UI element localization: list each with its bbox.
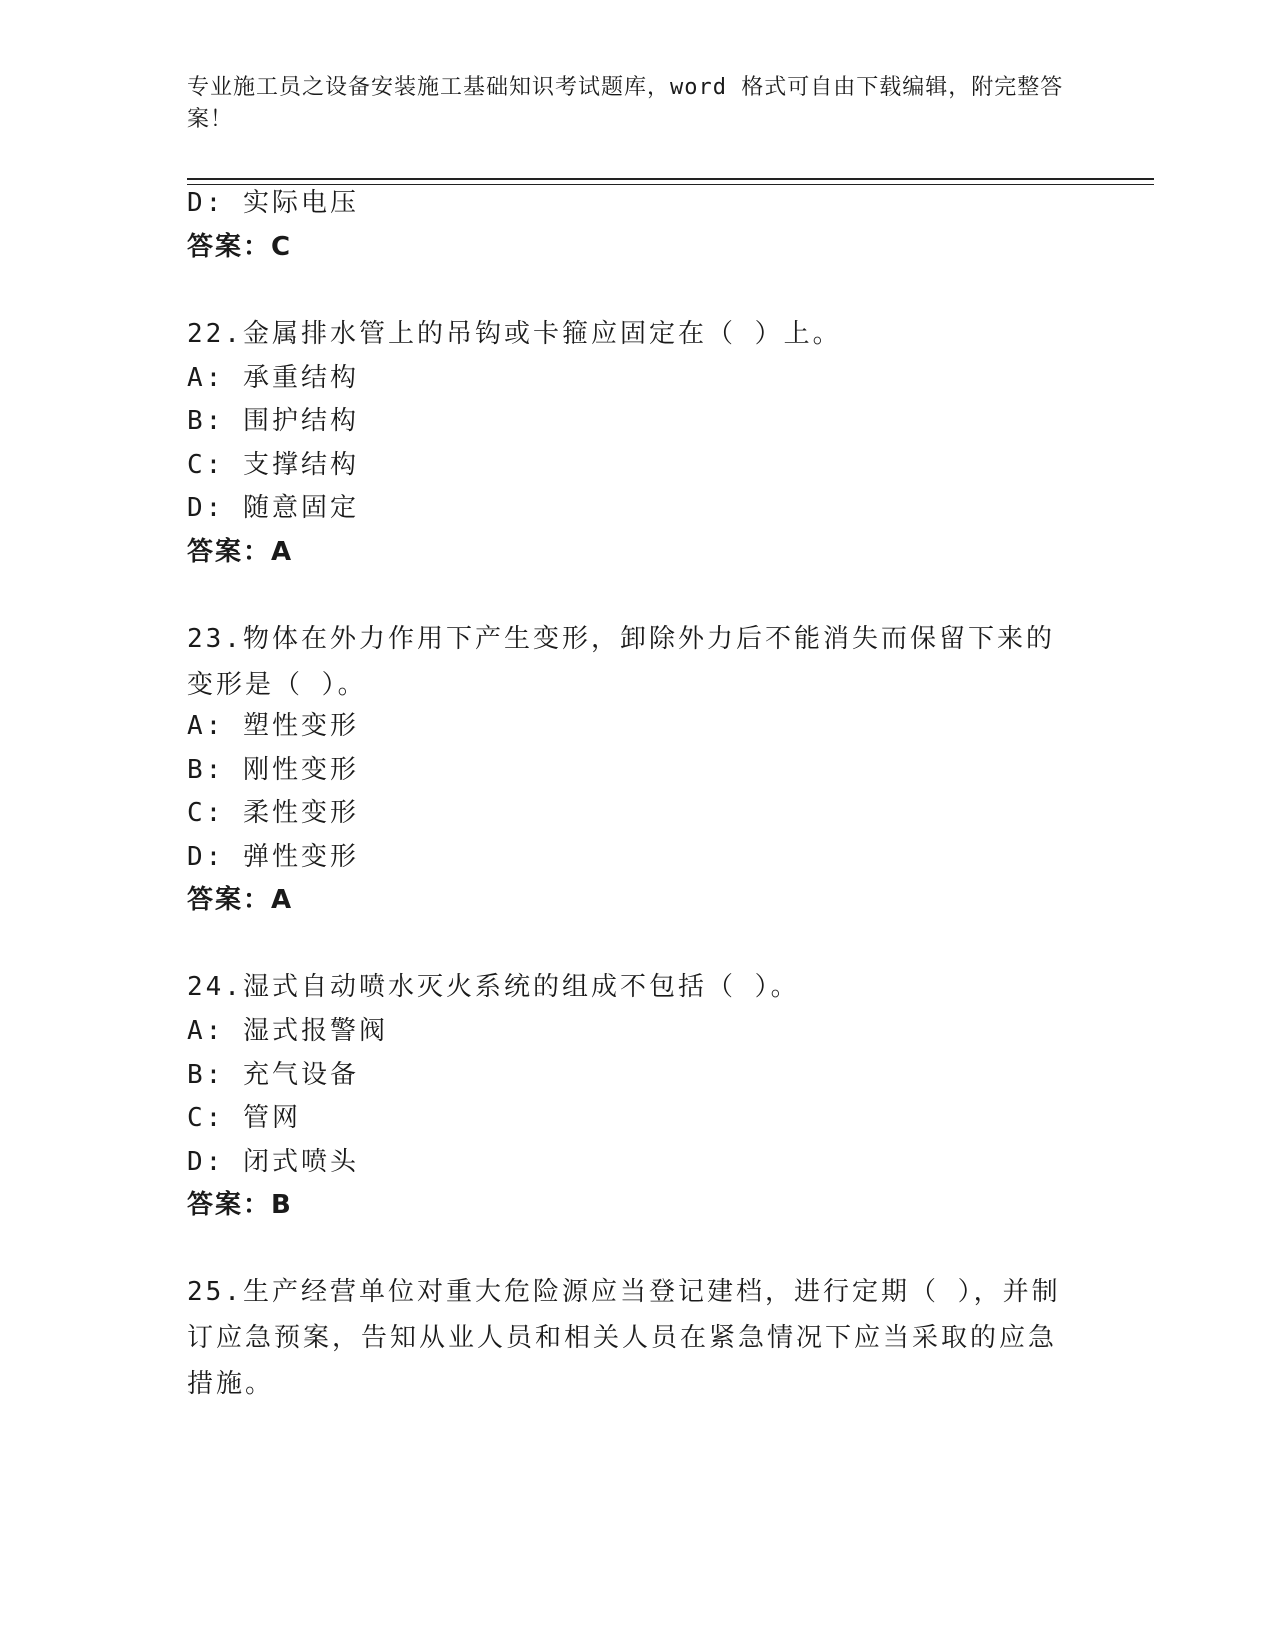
answer-label: 答案：A — [187, 885, 294, 915]
question-stem: 22.金属排水管上的吊钩或卡箍应固定在（ ）上。 — [187, 319, 842, 349]
option-d: D: 闭式喷头 — [187, 1147, 359, 1177]
option-d: D: 实际电压 — [187, 188, 359, 218]
option-b: B: 刚性变形 — [187, 755, 359, 785]
option-a: A: 承重结构 — [187, 363, 359, 393]
option-c: C: 管网 — [187, 1103, 301, 1133]
answer-label: 答案：C — [187, 232, 293, 262]
option-a: A: 塑性变形 — [187, 711, 359, 741]
question-stem: 25.生产经营单位对重大危险源应当登记建档，进行定期（ ），并制订应急预案，告知从业人员和相关人员在紧急情况下应当采取的应急措施。 — [187, 1277, 1061, 1399]
question-stem: 23.物体在外力作用下产生变形，卸除外力后不能消失而保留下来的变形是（ ）。 — [187, 624, 1055, 700]
answer-label: 答案：A — [187, 537, 294, 567]
option-b: B: 充气设备 — [187, 1060, 359, 1090]
answer-label: 答案：B — [187, 1190, 293, 1220]
option-d: D: 弹性变形 — [187, 842, 359, 872]
page-header: 专业施工员之设备安装施工基础知识考试题库，word 格式可自由下载编辑，附完整答案！ — [187, 75, 1064, 132]
question-stem: 24.湿式自动喷水灭火系统的组成不包括（ ）。 — [187, 972, 800, 1002]
option-c: C: 柔性变形 — [187, 798, 359, 828]
option-b: B: 围护结构 — [187, 406, 359, 436]
option-d: D: 随意固定 — [187, 493, 359, 523]
option-a: A: 湿式报警阀 — [187, 1016, 388, 1046]
option-c: C: 支撑结构 — [187, 450, 359, 480]
